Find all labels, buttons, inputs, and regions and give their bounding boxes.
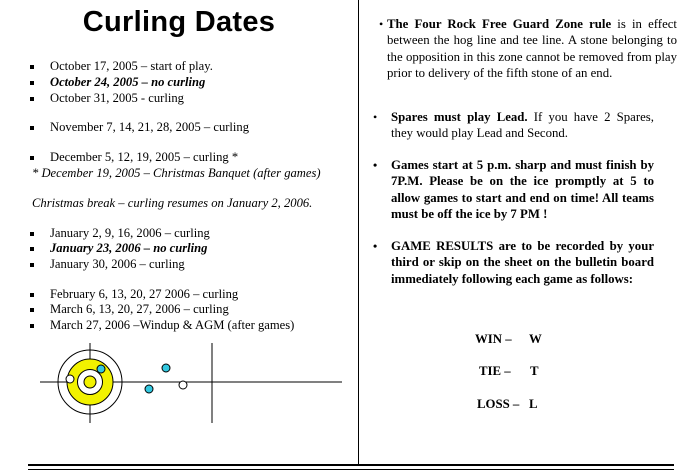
bullet-icon [30, 308, 34, 312]
stone-icon [145, 385, 153, 393]
bullet-icon [30, 126, 34, 130]
tie-result-label: TIE – [479, 364, 511, 378]
bullet-icon [30, 263, 34, 267]
rule-game-times: • Games start at 5 p.m. sharp and must finish by 7P.M. Please be on the ice promptly at 5 to allow games to start and end on time! All teams must be off the ice by 7 PM ! [373, 158, 654, 221]
win-result-code: W [529, 332, 542, 346]
bullet-icon [30, 65, 34, 69]
left-column: Curling Dates October 17, 2005 – start of play. October 24, 2005 – no curling October 31, 2005 - curling November 7, 14, 21, 28, 2005 – curling December 5, 12, 19, 2005 – curling * * December 19, 2005 – Christmas Banquet (after games) Christmas break – curling resumes on January 2, 2006. January 2, 9, 16, 2006 – curling January 23, 2006 – no curling January 30, 2006 – curling February 6, 13, 20, 27 2006 – curling March 6, 13, 20, 27, 2006 – curling March 27, 2006 –Windup & AGM (after games) [0, 0, 358, 462]
stone-icon [97, 365, 105, 373]
bullet-icon: • [379, 17, 384, 31]
banquet-note: * December 19, 2005 – Christmas Banquet (after games) [32, 166, 321, 180]
right-column [362, 0, 700, 462]
bullet-icon: • [373, 110, 378, 124]
bullet-icon [30, 293, 34, 297]
bottom-rule-thin [28, 469, 674, 470]
page-title: Curling Dates [82, 6, 276, 38]
bullet-icon [30, 81, 34, 85]
stone-icon [66, 375, 74, 383]
bullet-icon: • [373, 158, 378, 172]
win-result-label: WIN – [475, 332, 512, 346]
bullet-icon [30, 156, 34, 160]
bottom-rule [28, 464, 674, 466]
tie-result-code: T [530, 364, 539, 378]
curling-house-diagram [40, 343, 350, 423]
loss-result-code: L [529, 397, 538, 411]
christmas-break-note: Christmas break – curling resumes on January 2, 2006. [32, 196, 313, 210]
stone-icon [162, 364, 170, 372]
bullet-icon [30, 232, 34, 236]
rule-game-results: • GAME RESULTS are to be recorded by your third or skip on the sheet on the bulletin board immediately following each game as follows: [373, 239, 654, 286]
bullet-icon [30, 247, 34, 251]
button [84, 376, 96, 388]
bullet-icon: • [373, 239, 378, 253]
column-divider [358, 0, 359, 465]
stone-icon [179, 381, 187, 389]
bullet-icon [30, 97, 34, 101]
rule-free-guard-zone: • The Four Rock Free Guard Zone rule is in effect between the hog line and tee line. A stone belonging to the opposition in this zone cannot be removed from play prior to delivery of the fifth stone of an end. [379, 17, 677, 80]
loss-result-label: LOSS – [477, 397, 520, 411]
rule-spares: • Spares must play Lead. If you have 2 Spares, they would play Lead and Second. [373, 110, 654, 141]
bullet-icon [30, 324, 34, 328]
